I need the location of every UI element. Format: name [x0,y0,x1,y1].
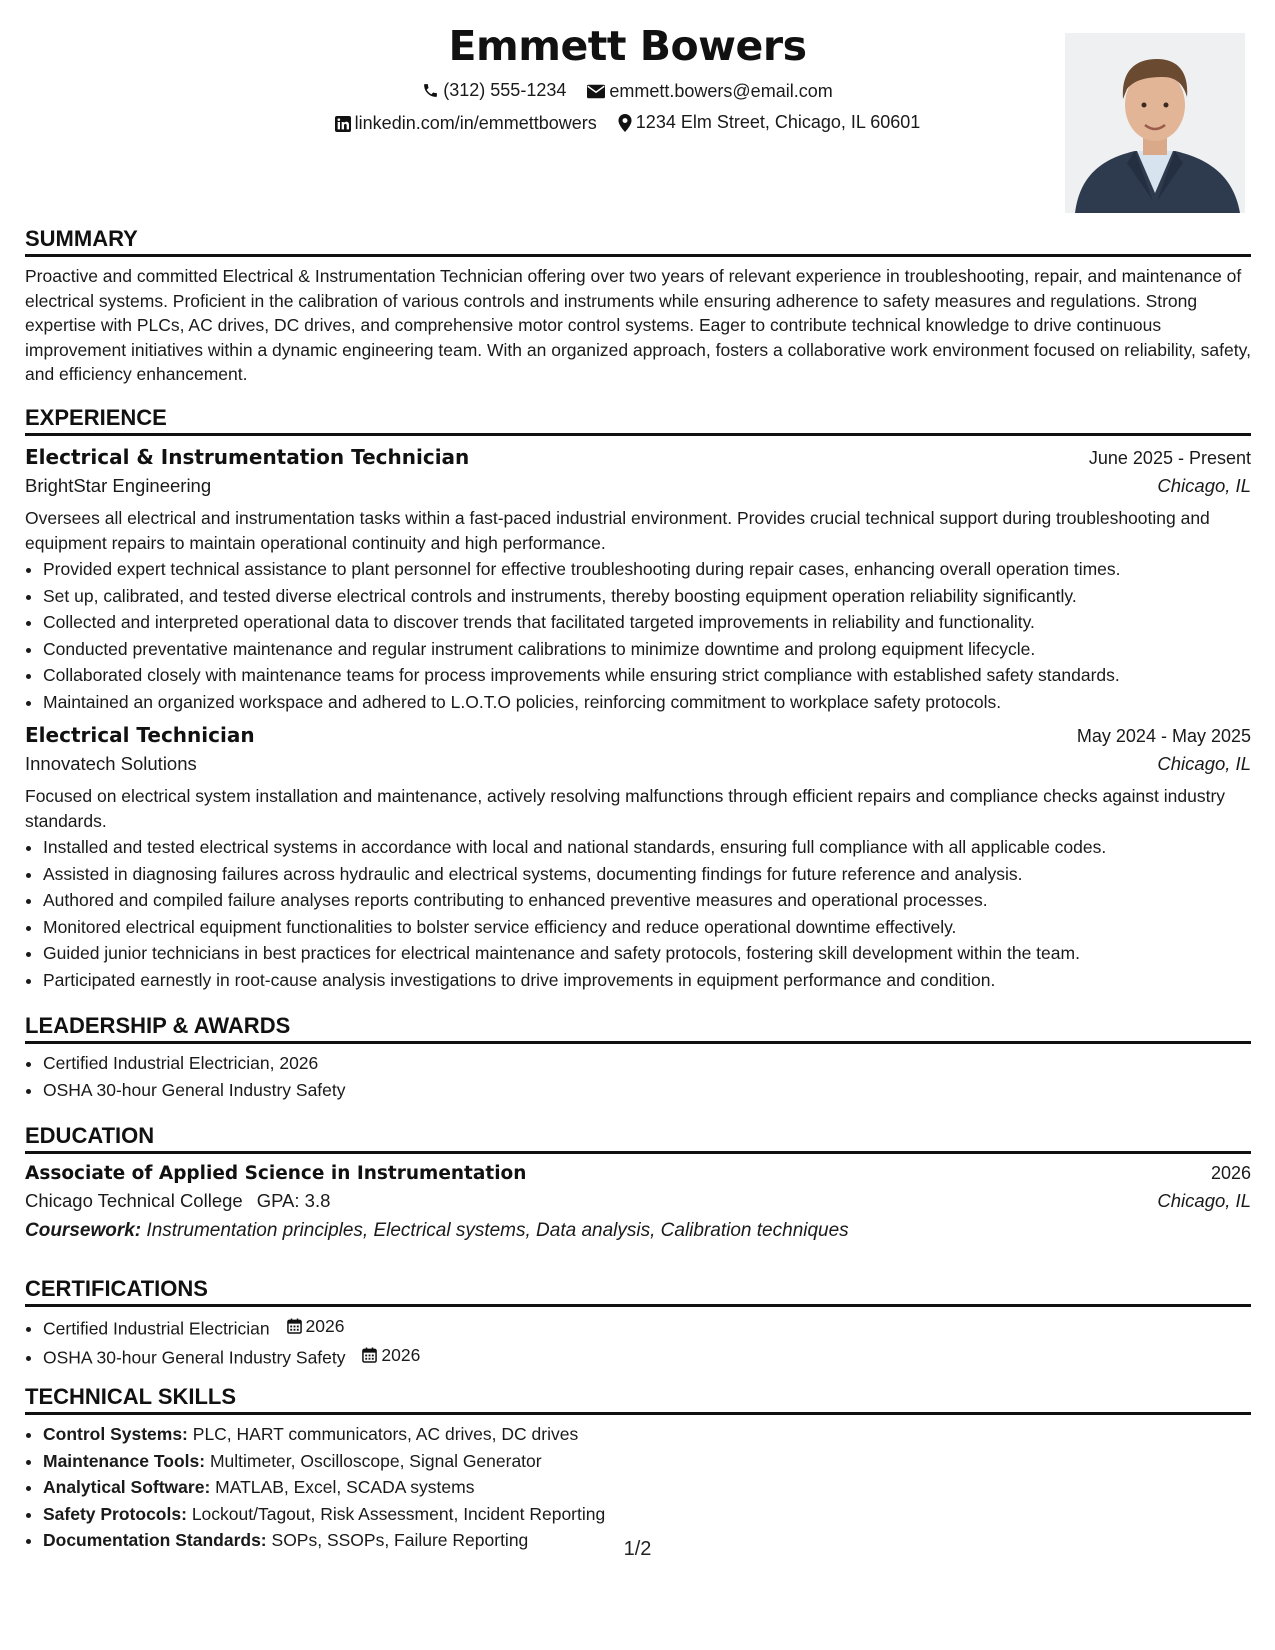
email-contact[interactable] [587,81,832,102]
coursework [25,1220,1251,1242]
job-bullets [25,834,1251,993]
list-item: • Assisted in diagnosing failures across hydraulic and electrical systems, documenting findings for future reference and analysis. [43,861,1251,888]
list-item: • Participated earnestly in root-cause analysis investigations to drive improvements in equipment performance and condition. [43,967,1251,994]
school-name: Chicago Technical College [25,1190,243,1211]
skill-label: Maintenance Tools: [43,1450,206,1471]
certifications-list [25,1313,1251,1371]
school-location: Chicago, IL [1157,1190,1251,1211]
list-item [43,1501,1251,1528]
list-item [43,1313,1251,1342]
candidate-name: Emmett Bowers [448,22,807,70]
job-dates: May 2024 - May 2025 [1076,726,1251,746]
job-title: Electrical Technician [25,723,255,747]
certification-date [362,1342,420,1369]
contact-row-2 [25,112,1230,137]
graduation-year: 2026 [1210,1163,1251,1183]
list-item [43,1342,1251,1371]
list-item: • Guided junior technicians in best practices for electrical maintenance and safety protocols, fostering skill development within the team. [43,940,1251,967]
certification-year: 2026 [381,1344,421,1365]
job-description: Oversees all electrical and instrumentation tasks within a fast-paced industrial environment. Provides crucial technical support during troubleshooting and equipment repairs to maintain operational continuity and high performance. [25,508,1210,553]
list-item: • Conducted preventative maintenance and regular instrument calibrations to minimize downtime and prolong equipment lifecycle. [43,636,1251,663]
list-item [43,1474,1251,1501]
skill-label: Control Systems: [43,1424,188,1444]
linkedin-url[interactable]: linkedin.com/in/emmettbowers [354,113,597,133]
phone-number: (312) 555-1234 [443,80,567,100]
experience-section [25,405,1251,993]
skill-value: SOPs, SSOPs, Failure Reporting [271,1530,529,1550]
map-pin-icon [618,114,632,132]
list-item: • Installed and tested electrical systems in accordance with local and national standards, ensuring full compliance with all applicable codes. [43,834,1251,861]
experience-heading: EXPERIENCE [25,405,1251,436]
list-item: • Authored and compiled failure analyses reports contributing to enhanced preventive measures and operational processes. [43,887,1251,914]
list-item [43,1421,1251,1448]
certifications-heading: CERTIFICATIONS [25,1276,1251,1307]
summary-heading: SUMMARY [25,226,1251,257]
street-address: 1234 Elm Street, Chicago, IL 60601 [635,112,921,132]
contact-row-1 [25,80,1230,104]
certification-name: Certified Industrial Electrician [43,1318,270,1339]
calendar-icon [362,1347,377,1363]
job-company: Innovatech Solutions [25,753,197,774]
certification-name: OSHA 30-hour General Industry Safety [43,1347,346,1367]
school-info [25,1190,330,1212]
skill-label: Analytical Software: [43,1477,211,1497]
job-bullets [25,556,1251,715]
calendar-icon [287,1318,302,1334]
job-location: Chicago, IL [1157,753,1251,774]
list-item: • Monitored electrical equipment functionalities to bolster service efficiency and reduce operational downtime effectively. [43,914,1251,941]
skills-section [25,1384,1251,1554]
skill-label: Documentation Standards: [43,1530,267,1550]
coursework-list: Instrumentation principles, Electrical systems, Data analysis, Calibration techniques [146,1220,849,1241]
education-section [25,1123,1251,1242]
gpa: GPA: 3.8 [256,1190,331,1211]
profile-photo [1065,33,1245,213]
envelope-icon [587,84,605,99]
page-number: 1/2 [623,1538,652,1560]
phone-icon [422,82,439,99]
list-item: • Maintained an organized workspace and adhered to L.O.T.O policies, reinforcing commitment to workplace safety protocols. [43,689,1251,716]
leadership-list [25,1050,1251,1103]
list-item: • Certified Industrial Electrician, 2026 [43,1050,1251,1077]
list-item [43,1448,1251,1475]
skill-value: PLC, HART communicators, AC drives, DC drives [192,1424,579,1444]
job-title: Electrical & Instrumentation Technician [25,445,470,469]
education-heading: EDUCATION [25,1123,1251,1154]
phone-contact [422,80,566,101]
email-address[interactable]: emmett.bowers@email.com [609,81,833,101]
address-contact [618,112,921,133]
job-location: Chicago, IL [1157,475,1251,496]
degree-title: Associate of Applied Science in Instrumentation [25,1163,527,1184]
leadership-heading: LEADERSHIP & AWARDS [25,1013,1251,1044]
skill-value: MATLAB, Excel, SCADA systems [215,1477,475,1497]
coursework-label: Coursework: [25,1220,142,1241]
skills-heading: TECHNICAL SKILLS [25,1384,1251,1415]
linkedin-icon [335,116,351,132]
skill-value: Multimeter, Oscilloscope, Signal Generator [209,1450,542,1471]
list-item: • Collaborated closely with maintenance teams for process improvements while ensuring strict compliance with established safety standards. [43,662,1251,689]
job-entry [25,445,1251,715]
job-dates: June 2025 - Present [1088,448,1251,468]
resume-page [25,0,1251,1650]
list-item: • OSHA 30-hour General Industry Safety [43,1077,1251,1104]
skill-label: Safety Protocols: [43,1503,187,1524]
certification-year: 2026 [305,1316,345,1336]
list-item: • Collected and interpreted operational data to discover trends that facilitated targeted improvements in reliability and functionality. [43,609,1251,636]
list-item: • Set up, calibrated, and tested diverse electrical controls and instruments, thereby boosting equipment operation reliability significantly. [43,583,1251,610]
skill-value: Lockout/Tagout, Risk Assessment, Incident Reporting [191,1503,606,1524]
job-description: Focused on electrical system installation and maintenance, actively resolving malfunctions through efficient repairs and compliance checks against industry standards. [25,786,1226,831]
header [25,0,1251,215]
list-item: • Provided expert technical assistance to plant personnel for effective troubleshooting during repair cases, enhancing overall operation times. [43,556,1251,583]
certifications-section [25,1276,1251,1371]
leadership-section [25,1013,1251,1103]
linkedin-contact[interactable] [335,113,597,134]
certification-date [287,1313,345,1340]
summary-section [25,226,1251,387]
job-company: BrightStar Engineering [25,475,212,496]
summary-text: Proactive and committed Electrical & Instrumentation Technician offering over two years of relevant experience in troubleshooting, repair, and maintenance of electrical systems. Proficient in the calibration of various controls and instruments while ensuring adherence to safety measures and regulations. Strong expertise with PLCs, AC drives, DC drives, and comprehensive motor control systems. Eager to contribute technical knowledge to drive continuous improvement initiatives within a dynamic engineering team. With an organized approach, fosters a collaborative work environment focused on reliability, safety, and efficiency enhancement. [25,266,1251,384]
job-entry [25,723,1251,993]
skills-list [25,1421,1251,1554]
